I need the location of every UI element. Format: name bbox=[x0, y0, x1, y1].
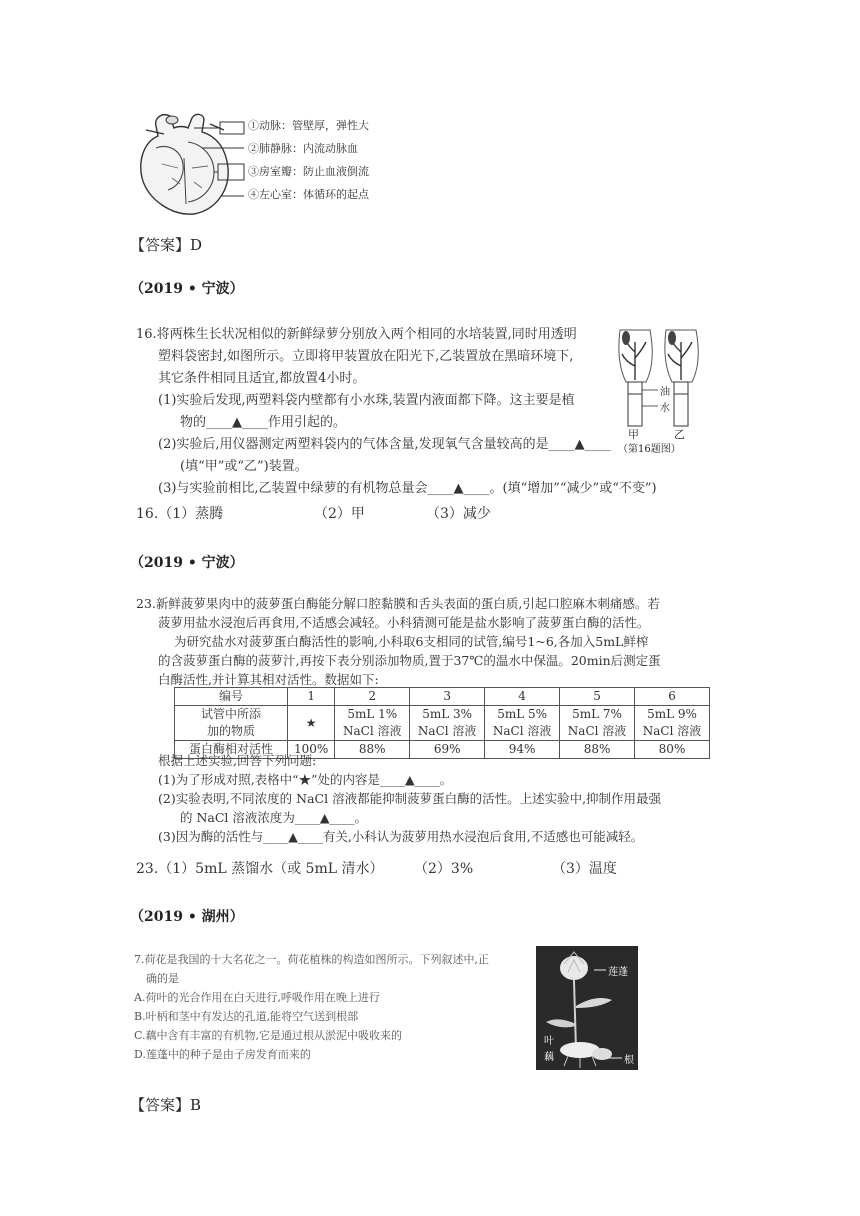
lotus-label-lianpeng: 莲蓬 bbox=[608, 967, 628, 978]
cell-text: NaCl 溶液 bbox=[642, 724, 702, 738]
q23-answer: （2）3% bbox=[414, 861, 474, 877]
table-cell: 100% bbox=[288, 741, 335, 759]
q23-questions bbox=[136, 751, 736, 846]
cell-text: 5mL 7% bbox=[572, 707, 622, 721]
table-cell: 1 bbox=[288, 688, 335, 706]
q7-line: 7.荷花是我国的十大名花之一。荷花植株的构造如图所示。下列叙述中,正 bbox=[134, 953, 489, 966]
cell-text: 5mL 1% bbox=[347, 707, 398, 721]
q16-answer-row bbox=[136, 503, 491, 523]
table-cell bbox=[635, 706, 710, 741]
heart-label-1: ①动脉：管壁厚，弹性大 bbox=[248, 119, 369, 132]
table-cell: 69% bbox=[410, 741, 485, 759]
q16-figure bbox=[612, 322, 710, 455]
q16-line: 物的____▲____作用引起的。 bbox=[180, 415, 346, 430]
table-cell bbox=[560, 706, 635, 741]
cell-text: 5mL 5% bbox=[497, 707, 548, 721]
heart-label-3: ③房室瓣：防止血液倒流 bbox=[248, 165, 369, 178]
lotus-label-ou: 藕 bbox=[544, 1052, 554, 1063]
plant-apparatus-illustration bbox=[612, 322, 710, 432]
table-cell: 2 bbox=[335, 688, 410, 706]
table-cell bbox=[410, 706, 485, 741]
table-row bbox=[175, 688, 710, 706]
q16-line: (1)实验后发现,两塑料袋内壁都有小水珠,装置内液面都下降。这主要是植 bbox=[158, 393, 575, 408]
q23-answer: 23.（1）5mL 蒸馏水（或 5mL 清水） bbox=[136, 861, 384, 877]
table-cell: 88% bbox=[560, 741, 635, 759]
q23-answer-row bbox=[136, 858, 617, 878]
star-cell: ★ bbox=[288, 706, 335, 741]
q16-answer: （3）减少 bbox=[426, 506, 491, 522]
q16-line: (2)实验后,用仪器测定两塑料袋内的气体含量,发现氧气含量较高的是____▲____ bbox=[158, 437, 611, 452]
table-cell: 6 bbox=[635, 688, 710, 706]
q23-question-line: 根据上述实验,回答下列问题: bbox=[158, 753, 317, 768]
q7-line: 确的是 bbox=[146, 972, 179, 985]
fig16-caption: （第16题图） bbox=[618, 444, 681, 455]
question-7 bbox=[134, 950, 534, 1064]
fig16-water-label: 水 bbox=[660, 403, 670, 414]
q16-line: 16.将两株生长状况相似的新鲜绿萝分别放入两个相同的水培装置,同时用透明 bbox=[136, 327, 577, 342]
table-cell: 80% bbox=[635, 741, 710, 759]
q23-question-line: (1)为了形成对照,表格中“★”处的内容是____▲____。 bbox=[158, 772, 453, 787]
q7-option: D.莲蓬中的种子是由子房发育而来的 bbox=[134, 1048, 311, 1061]
table-cell: 编号 bbox=[175, 688, 288, 706]
cell-text: 试管中所添 bbox=[200, 707, 261, 721]
fig16-jia-label: 甲 bbox=[628, 428, 639, 441]
q16-line: (3)与实验前相比,乙装置中绿萝的有机物总量会____▲____。(填“增加”“减少”或“不变”) bbox=[158, 481, 657, 496]
q7-option: A.荷叶的光合作用在白天进行,呼吸作用在晚上进行 bbox=[134, 991, 380, 1004]
answer-line-2: 【答案】B bbox=[130, 1096, 202, 1114]
cell-text: 5mL 3% bbox=[422, 707, 473, 721]
question-23 bbox=[136, 594, 736, 689]
q23-line: 菠萝用盐水浸泡后再食用,不适感会减轻。小科猜测可能是盐水影响了菠萝蛋白酶的活性。 bbox=[158, 615, 650, 630]
q16-line: (填“甲”或“乙”)装置。 bbox=[180, 459, 308, 474]
table-cell: 4 bbox=[485, 688, 560, 706]
table-cell: 5 bbox=[560, 688, 635, 706]
q23-question-line: (3)因为酶的活性与____▲____有关,小科认为菠萝用热水浸泡后食用,不适感也可能减轻。 bbox=[158, 829, 644, 844]
table-cell bbox=[485, 706, 560, 741]
q23-question-line: (2)实验表明,不同浓度的 NaCl 溶液都能抑制菠萝蛋白酶的活性。上述实验中,抑制作用最强 bbox=[158, 791, 662, 806]
table-cell: 3 bbox=[410, 688, 485, 706]
cell-text: NaCl 溶液 bbox=[417, 724, 477, 738]
table-cell bbox=[175, 706, 288, 741]
q16-answer: （2）甲 bbox=[314, 506, 365, 522]
source-label-2: （2019 • 宁波） bbox=[130, 555, 244, 571]
q16-answer: 16.（1）蒸腾 bbox=[136, 506, 224, 522]
heart-label-4: ④左心室：体循环的起点 bbox=[248, 188, 369, 201]
lotus-label-leaf: 叶 bbox=[544, 1036, 554, 1047]
table-cell: 蛋白酶相对活性 bbox=[175, 741, 288, 759]
heart-label-2: ②肺静脉：内流动脉血 bbox=[248, 142, 358, 155]
cell-text: NaCl 溶液 bbox=[492, 724, 552, 738]
cell-text: 加的物质 bbox=[206, 724, 255, 738]
q7-option: C.藕中含有丰富的有机物,它是通过根从淤泥中吸收来的 bbox=[134, 1029, 403, 1042]
table-cell bbox=[335, 706, 410, 741]
source-label-1: （2019 • 宁波） bbox=[130, 281, 244, 297]
q16-line: 塑料袋密封,如图所示。立即将甲装置放在阳光下,乙装置放在黑暗环境下, bbox=[158, 349, 574, 364]
table-row bbox=[175, 706, 710, 741]
lotus-figure bbox=[536, 946, 638, 1070]
q23-question-line: 的 NaCl 溶液浓度为____▲____。 bbox=[180, 810, 368, 825]
fig16-oil-label: 油 bbox=[660, 387, 670, 398]
q23-line: 23.新鲜菠萝果肉中的菠萝蛋白酶能分解口腔黏膜和舌头表面的蛋白质,引起口腔麻木刺痛感。若 bbox=[136, 596, 660, 611]
q7-option: B.叶柄和茎中有发达的孔道,能将空气送到根部 bbox=[134, 1010, 359, 1023]
cell-text: 5mL 9% bbox=[647, 707, 697, 721]
q23-answer: （3）温度 bbox=[552, 861, 617, 877]
fig16-yi-label: 乙 bbox=[674, 428, 685, 441]
q23-line: 白酶活性,并计算其相对活性。数据如下: bbox=[158, 672, 379, 687]
answer-line-1: 【答案】D bbox=[130, 236, 203, 254]
q16-line: 其它条件相同且适宜,都放置4小时。 bbox=[158, 371, 366, 386]
q23-line: 的含菠萝蛋白酶的菠萝汁,再按下表分别添加物质,置于37℃的温水中保温。20min后测定蛋 bbox=[158, 653, 661, 668]
source-label-3: （2019 • 湖州） bbox=[130, 909, 244, 925]
q23-line: 为研究盐水对菠萝蛋白酶活性的影响,小科取6支相同的试管,编号1~6,各加入5mL鲜榨 bbox=[174, 634, 649, 649]
heart-figure bbox=[132, 108, 392, 220]
cell-text: NaCl 溶液 bbox=[342, 724, 402, 738]
table-cell: 94% bbox=[485, 741, 560, 759]
cell-text: NaCl 溶液 bbox=[567, 724, 627, 738]
table-cell: 88% bbox=[335, 741, 410, 759]
lotus-label-root: 根 bbox=[624, 1055, 634, 1066]
q23-data-table bbox=[174, 687, 710, 759]
